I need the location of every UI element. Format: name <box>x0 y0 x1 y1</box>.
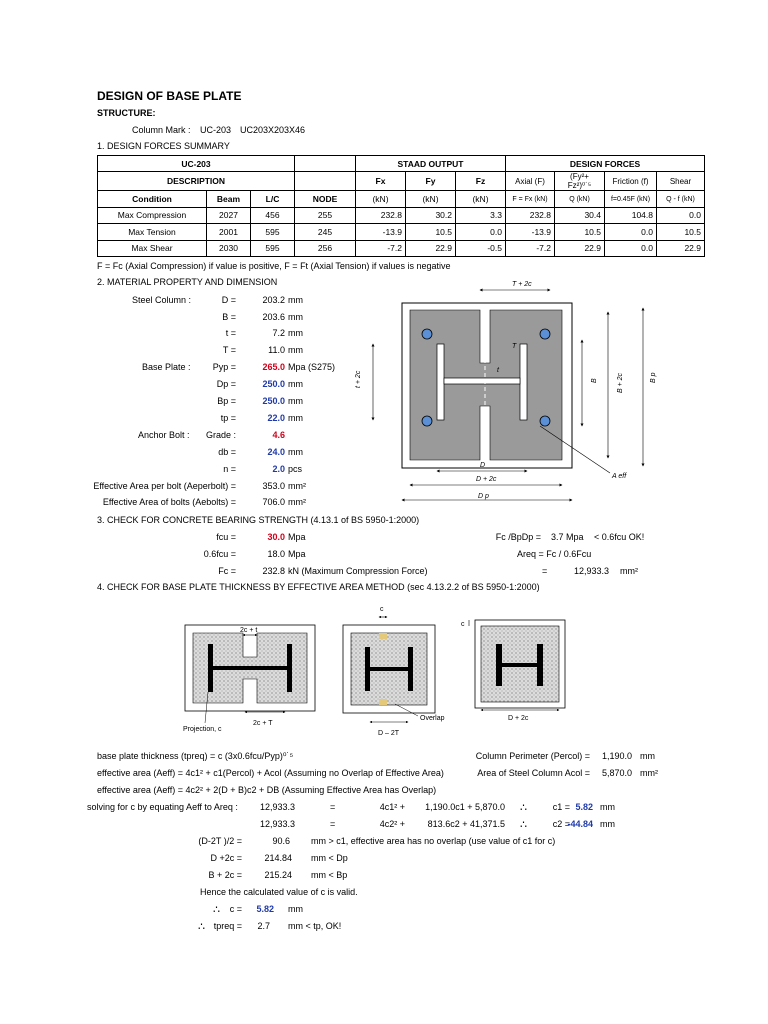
base-plate-label: Base Plate : <box>142 362 191 372</box>
cell-node: 256 <box>295 240 356 256</box>
cell-condition: Max Tension <box>98 224 207 240</box>
cell-q: 22.9 <box>555 240 605 256</box>
section1-heading: 1. DESIGN FORCES SUMMARY <box>97 141 230 151</box>
acol-unit: mm² <box>640 768 658 778</box>
db-value: 24.0 <box>267 447 285 457</box>
cell-node: 245 <box>295 224 356 240</box>
dim-bp: B p <box>650 372 657 383</box>
cell-beam: 2030 <box>207 240 251 256</box>
solve-label: solving for c by equating Aeff to Areq : <box>87 802 238 812</box>
fc-unit: kN (Maximum Compression Force) <box>288 566 428 576</box>
therefore-icon: ∴ <box>520 802 527 814</box>
ratio-value: 3.7 Mpa <box>551 532 584 542</box>
chk2-label: D +2c = <box>210 853 242 863</box>
acol-label: Area of Steel Column Acol = <box>477 768 590 778</box>
d-unit: mm <box>288 295 303 305</box>
bp-label: Bp = <box>217 396 236 406</box>
perimeter-value: 1,190.0 <box>601 751 632 761</box>
dp-label: Dp = <box>216 379 236 389</box>
description-header: DESCRIPTION <box>98 172 295 191</box>
fcu-value: 30.0 <box>267 532 285 542</box>
aeff-no-overlap-formula: effective area (Aeff) = 4c1² + c1(Percol) + Acol (Assuming no Overlap of Effective Area) <box>97 768 444 778</box>
unit-q: Q (kN) <box>555 191 605 207</box>
chk3-text: mm < Bp <box>311 870 348 880</box>
d-label: D = <box>221 295 236 305</box>
n-unit: pcs <box>288 464 303 474</box>
col-fx: Fx <box>356 172 406 191</box>
flange-right <box>520 344 527 420</box>
tt-unit: mm <box>288 345 303 355</box>
unit-fx: (kN) <box>356 191 406 207</box>
bp-unit: mm <box>288 396 303 406</box>
page-title: DESIGN OF BASE PLATE <box>97 89 242 103</box>
chk1-label: (D-2T )/2 = <box>198 836 242 846</box>
cell-condition: Max Compression <box>98 207 207 223</box>
eq2-eq: = <box>330 819 336 829</box>
eq2-var: c2 = <box>552 819 570 829</box>
tp-final-label: tpreq = <box>213 921 242 931</box>
design-forces-table <box>97 155 705 257</box>
fcu06-value: 18.0 <box>267 549 285 559</box>
label-T: T <box>512 343 517 350</box>
cell-axial: 232.8 <box>506 207 555 223</box>
col-resultant: (Fy²+ Fz²)⁰˙⁵ <box>555 172 605 191</box>
table-row <box>98 240 705 256</box>
fig-c-d2c: D + 2c <box>508 715 529 722</box>
chk1-value: 90.6 <box>272 836 290 846</box>
unit-fz: (kN) <box>456 191 506 207</box>
eq1-eq: = <box>330 802 336 812</box>
unit-f: f=0.45F (kN) <box>605 191 657 207</box>
fig-a-projection: Projection, c <box>183 726 222 733</box>
cell-shear: 22.9 <box>657 240 705 256</box>
unit-fy: (kN) <box>406 191 456 207</box>
tt-label: T = <box>222 345 236 355</box>
col-friction: Friction (f) <box>605 172 657 191</box>
t-unit: mm <box>288 328 303 338</box>
c-final-unit: mm <box>288 904 303 914</box>
ae-bolt-label: Effective Area per bolt (Aeperbolt) = <box>93 481 236 491</box>
tp-unit: mm <box>288 413 303 423</box>
cell-shear: 0.0 <box>657 207 705 223</box>
areq-eq: = <box>542 566 548 576</box>
c-final-value: 5.82 <box>256 904 274 914</box>
figure-full <box>461 620 565 722</box>
dim-d2c: D + 2c <box>476 476 497 483</box>
n-label: n = <box>223 464 236 474</box>
dim-t2c: T + 2c <box>512 281 532 288</box>
col-shear: Shear <box>657 172 705 191</box>
tp-value: 22.0 <box>267 413 285 423</box>
ae-bolt-value: 353.0 <box>262 481 285 491</box>
eq1-term2: 1,190.0c1 + 5,870.0 <box>425 802 505 812</box>
acol-value: 5,870.0 <box>601 768 632 778</box>
fig-a-bottom: 2c + T <box>253 720 273 727</box>
dim-b2c: B + 2c <box>617 372 624 393</box>
eq2-unit: mm <box>600 819 615 829</box>
grade-value: 4.6 <box>272 430 285 440</box>
eq2-lhs: 12,933.3 <box>259 819 295 829</box>
cell-fx: 232.8 <box>356 207 406 223</box>
ae-bolts-value: 706.0 <box>262 497 285 507</box>
cell-lc: 595 <box>251 240 295 256</box>
staad-output-header: STAAD OUTPUT <box>356 156 506 172</box>
cell-fx: -7.2 <box>356 240 406 256</box>
ae-bolts-label: Effective Area of bolts (Aebolts) = <box>102 497 236 507</box>
web <box>444 378 520 384</box>
column-section: UC203X203X46 <box>240 125 306 135</box>
perimeter-unit: mm <box>640 751 655 761</box>
areq-unit: mm² <box>620 566 638 576</box>
figure-overlap <box>343 606 445 737</box>
db-label: db = <box>218 447 236 457</box>
therefore-icon: ∴ <box>213 904 220 916</box>
tpreq-formula: base plate thickness (tpreq) = c (3x0.6fcu/Pyp)⁰˙⁵ <box>97 751 294 761</box>
cell-lc: 456 <box>251 207 295 223</box>
t-label: t = <box>225 328 236 338</box>
fc-label: Fc = <box>218 566 236 576</box>
tt-value: 11.0 <box>268 345 285 355</box>
cell-beam: 2001 <box>207 224 251 240</box>
cell-friction: 0.0 <box>605 240 657 256</box>
column-mark-label: Column Mark : <box>132 125 191 135</box>
ae-bolt-unit: mm² <box>288 481 306 491</box>
col-lc: L/C <box>251 191 295 207</box>
cell-fy: 30.2 <box>406 207 456 223</box>
grade-label: Grade : <box>205 430 236 440</box>
cell-friction: 0.0 <box>605 224 657 240</box>
table-row <box>98 224 705 240</box>
aeff-overlap-formula: effective area (Aeff) = 4c2² + 2(D + B)c2 + DB (Assuming Effective Area has Overlap) <box>97 785 437 795</box>
chk1-text: mm > c1, effective area has no overlap (use value of c1 for c) <box>311 836 556 846</box>
unit-axial: F = Fx (kN) <box>506 191 555 207</box>
pyp-label: Pyp = <box>212 362 236 372</box>
col-condition: Condition <box>98 191 207 207</box>
eq1-var: c1 = <box>552 802 570 812</box>
cell-beam: 2027 <box>207 207 251 223</box>
pyp-value: 265.0 <box>262 362 285 372</box>
steel-column-label: Steel Column : <box>132 295 192 305</box>
anchor-bolt-label: Anchor Bolt : <box>138 430 190 440</box>
cell-q: 30.4 <box>555 207 605 223</box>
cell-fz: 3.3 <box>456 207 506 223</box>
label-aeff: A eff <box>612 473 627 480</box>
cell-axial: -7.2 <box>506 240 555 256</box>
therefore-icon: ∴ <box>198 921 205 933</box>
cell-lc: 595 <box>251 224 295 240</box>
ae-bolts-unit: mm² <box>288 497 306 507</box>
section3-heading: 3. CHECK FOR CONCRETE BEARING STRENGTH (4.13.1 of BS 5950-1:2000) <box>97 515 420 525</box>
cell-fz: 0.0 <box>456 224 506 240</box>
col-fy: Fy <box>406 172 456 191</box>
section4-heading: 4. CHECK FOR BASE PLATE THICKNESS BY EFFECTIVE AREA METHOD (sec 4.13.2.2 of BS 5950-1:2000) <box>97 582 540 592</box>
cell-fy: 22.9 <box>406 240 456 256</box>
n-value: 2.0 <box>272 464 285 474</box>
fcu06-label: 0.6fcu = <box>203 549 236 559</box>
pyp-unit: Mpa (S275) <box>288 362 336 372</box>
fcu-label: fcu = <box>216 532 236 542</box>
bp-value: 250.0 <box>262 396 285 406</box>
col-node: NODE <box>295 191 356 207</box>
dp-unit: mm <box>288 379 303 389</box>
effective-area-shape <box>410 310 562 460</box>
c-final-label: c = <box>229 904 242 914</box>
unit-shear: Q - f (kN) <box>657 191 705 207</box>
base-plate-diagram <box>340 278 670 508</box>
db-unit: mm <box>288 447 303 457</box>
col-fz: Fz <box>456 172 506 191</box>
fcu06-unit: Mpa <box>288 549 306 559</box>
dim-dp: D p <box>478 493 489 500</box>
cell-fx: -13.9 <box>356 224 406 240</box>
design-forces-header: DESIGN FORCES <box>506 156 705 172</box>
cell-axial: -13.9 <box>506 224 555 240</box>
ratio-label: Fc /BpDp = <box>495 532 541 542</box>
dim-d: D <box>480 462 486 469</box>
fig-b-d2t: D – 2T <box>378 730 400 737</box>
cell-fy: 10.5 <box>406 224 456 240</box>
eq2-term2: 813.6c2 + 41,371.5 <box>427 819 505 829</box>
cell-node: 255 <box>295 207 356 223</box>
bolt-hole-icon <box>422 416 432 426</box>
tp-label: tp = <box>220 413 236 423</box>
table-row <box>98 207 705 223</box>
table-note: F = Fc (Axial Compression) if value is positive, F = Ft (Axial Tension) if values is negative <box>97 261 451 271</box>
effective-area-figures <box>175 592 630 742</box>
col-axial: Axial (F) <box>506 172 555 191</box>
eq1-unit: mm <box>600 802 615 812</box>
section2-heading: 2. MATERIAL PROPERTY AND DIMENSION <box>97 277 278 287</box>
structure-label: STRUCTURE: <box>97 108 156 118</box>
flange-left <box>437 344 444 420</box>
areq-value: 12,933.3 <box>573 566 609 576</box>
column-mark-value: UC-203 <box>200 125 232 135</box>
fig-b-overlap: Overlap <box>420 715 445 722</box>
areq-formula: Areq = Fc / 0.6Fcu <box>517 549 592 559</box>
eq2-term1: 4c2² + <box>379 819 405 829</box>
dp-value: 250.0 <box>262 379 285 389</box>
perimeter-label: Column Perimeter (Percol) = <box>475 751 590 761</box>
label-t: t <box>497 367 499 374</box>
cell-friction: 104.8 <box>605 207 657 223</box>
b-unit: mm <box>288 312 303 322</box>
t-value: 7.2 <box>272 328 285 338</box>
dim-b: B <box>591 378 598 383</box>
fig-b-c: c <box>380 606 384 613</box>
hence-text: Hence the calculated value of c is valid. <box>200 887 358 897</box>
cell-condition: Max Shear <box>98 240 207 256</box>
bolt-hole-icon <box>540 329 550 339</box>
c2-value: -44.84 <box>567 819 593 829</box>
bolt-hole-icon <box>422 329 432 339</box>
bolt-hole-icon <box>540 416 550 426</box>
eq1-lhs: 12,933.3 <box>259 802 295 812</box>
dim-t2c-side: t + 2c <box>355 370 362 388</box>
therefore-icon: ∴ <box>520 819 527 831</box>
chk2-value: 214.84 <box>264 853 292 863</box>
ratio-check: < 0.6fcu OK! <box>594 532 645 542</box>
tp-final-text: mm < tp, OK! <box>288 921 342 931</box>
cell-shear: 10.5 <box>657 224 705 240</box>
figure-no-overlap <box>183 625 315 733</box>
tp-final-value: 2.7 <box>257 921 270 931</box>
eq1-term1: 4c1² + <box>379 802 405 812</box>
fcu-unit: Mpa <box>288 532 306 542</box>
chk3-label: B + 2c = <box>208 870 242 880</box>
col-beam: Beam <box>207 191 251 207</box>
chk3-value: 215.24 <box>264 870 292 880</box>
c1-value: 5.82 <box>575 802 593 812</box>
fig-a-top: 2c + t <box>240 627 258 634</box>
chk2-text: mm < Dp <box>311 853 348 863</box>
cell-q: 10.5 <box>555 224 605 240</box>
fc-value: 232.8 <box>262 566 285 576</box>
b-value: 203.6 <box>262 312 285 322</box>
cell-fz: -0.5 <box>456 240 506 256</box>
group-header-left: UC-203 <box>98 156 295 172</box>
d-value: 203.2 <box>262 295 285 305</box>
fig-c-c: c <box>461 621 465 628</box>
b-label: B = <box>222 312 236 322</box>
